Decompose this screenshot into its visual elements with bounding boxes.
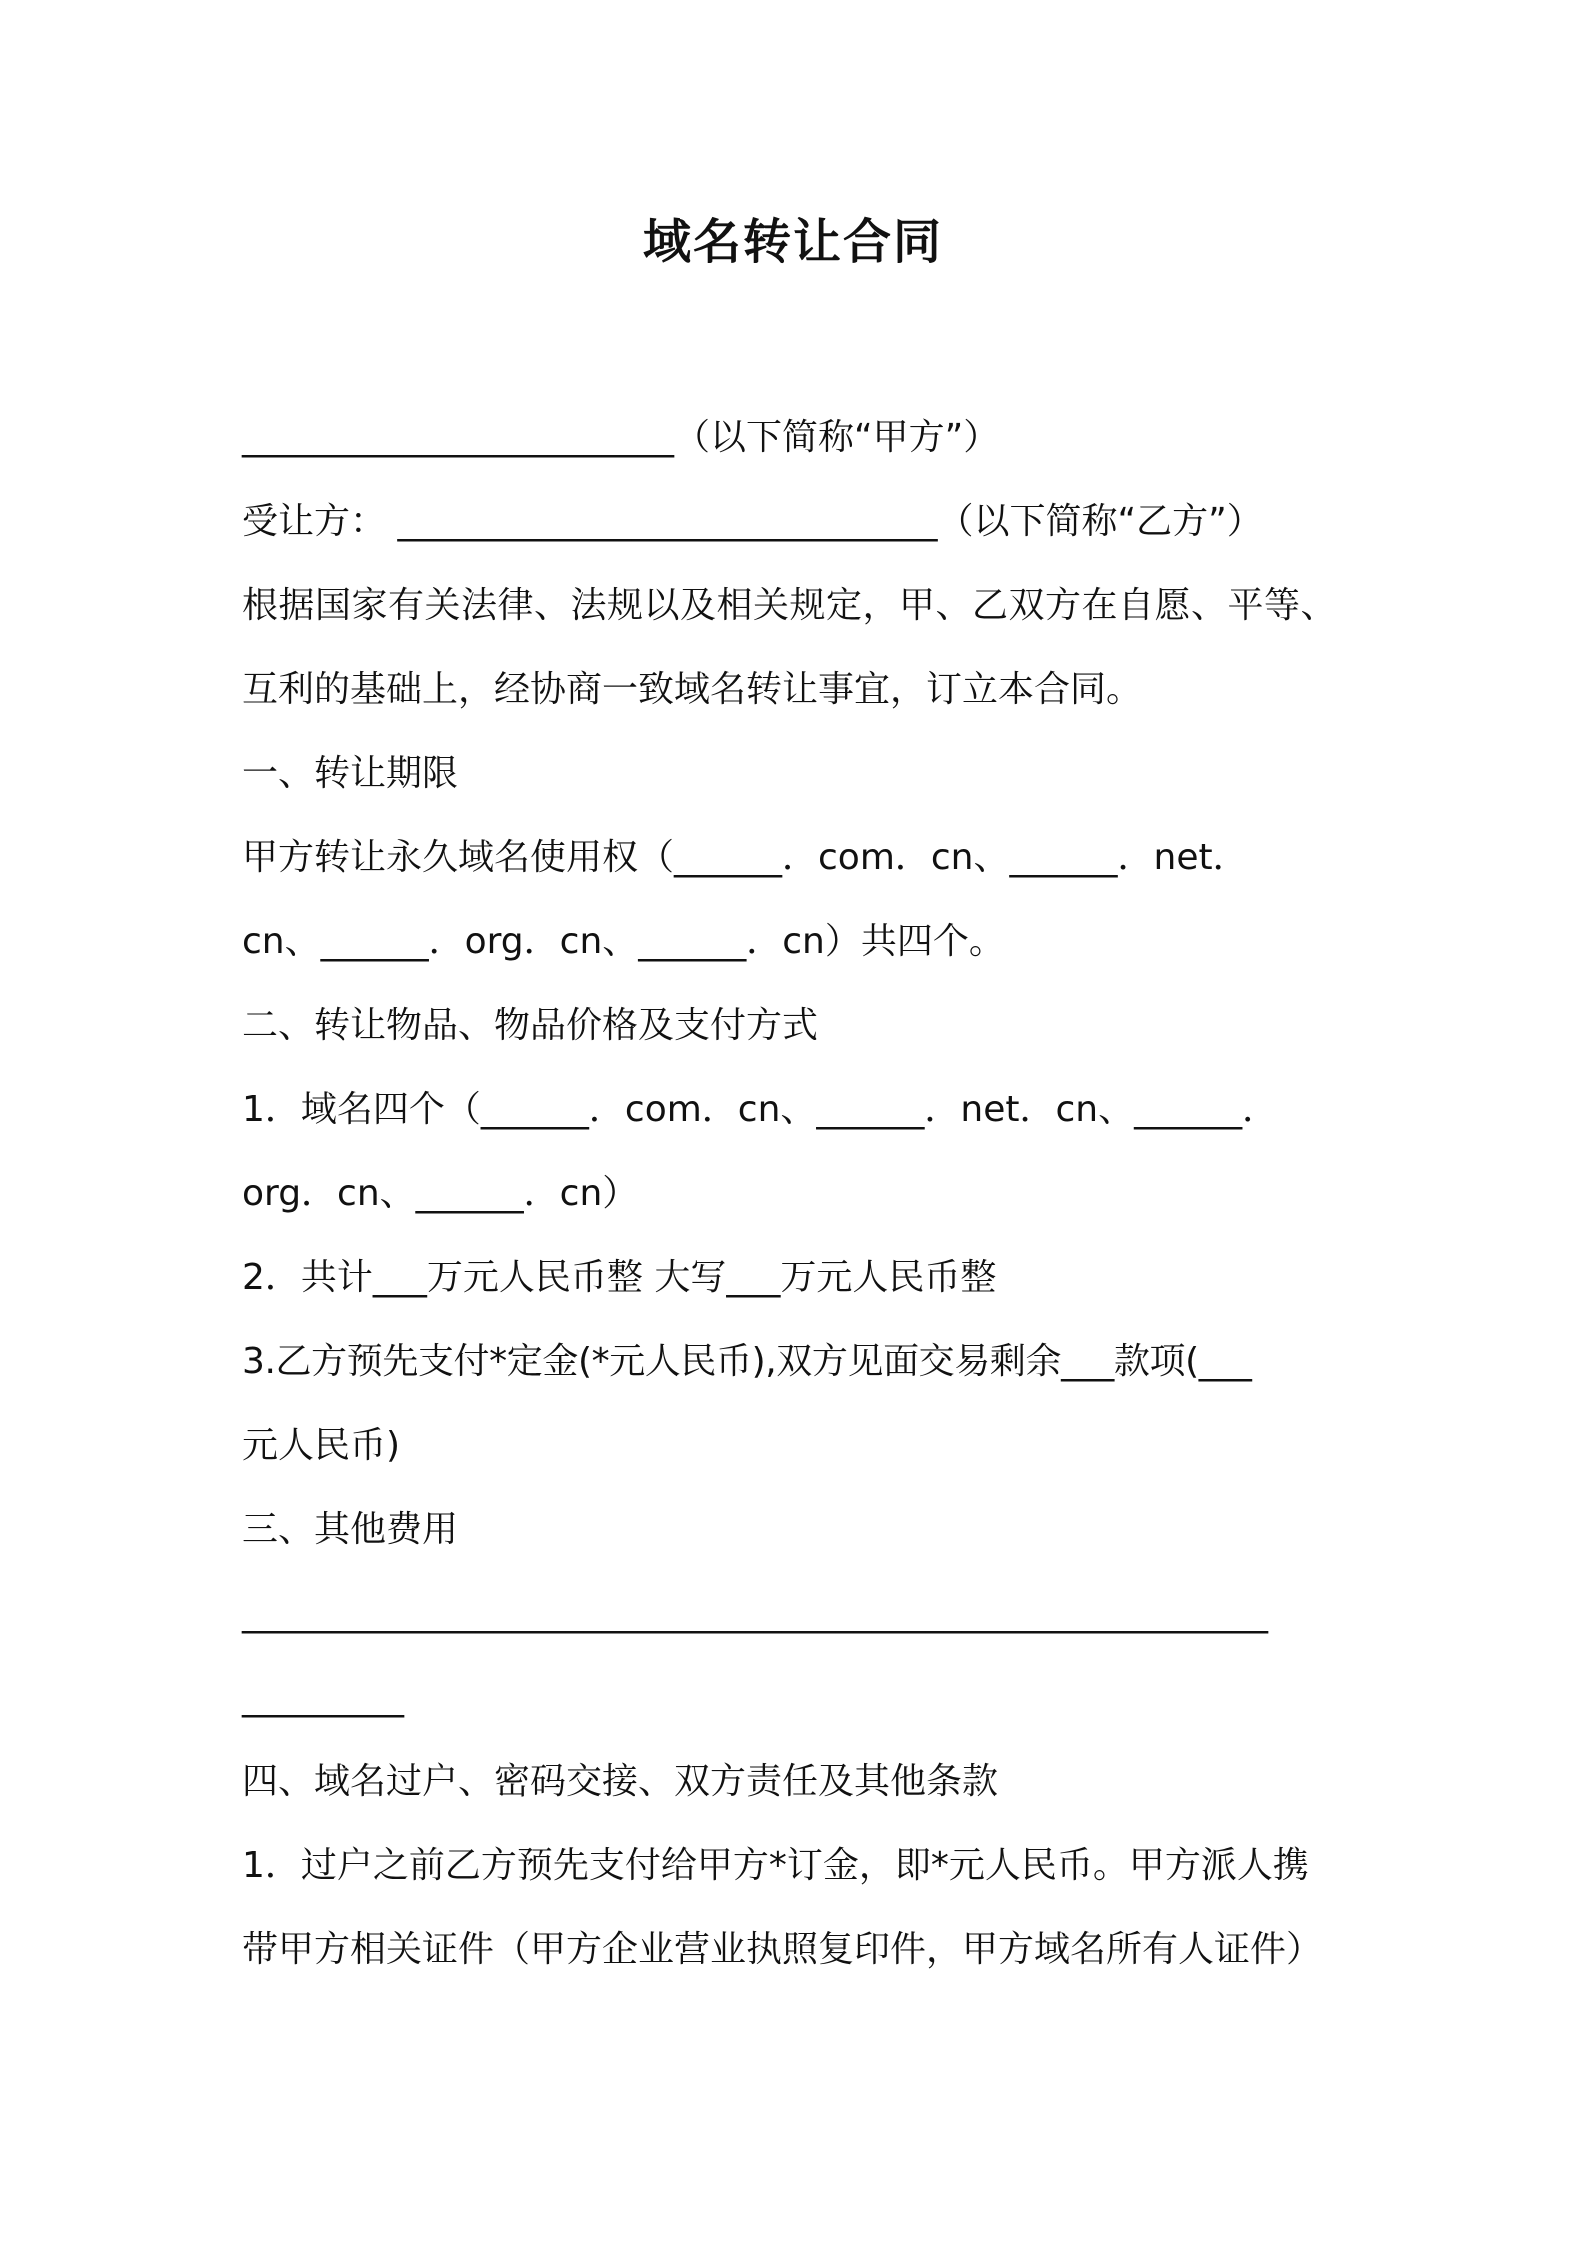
section-1-heading: 一、转让期限 xyxy=(242,753,459,794)
section-2-item-2: 2．共计___万元人民币整 大写___万元人民币整 xyxy=(242,1257,997,1298)
party-b-line: 受让方： ______________________________（以下简称“乙方”） xyxy=(242,501,1263,542)
preamble-line-1: 根据国家有关法律、法规以及相关规定，甲、乙双方在自愿、平等、 xyxy=(242,585,1338,626)
section-1-text-2: cn、______．org．cn、______．cn）共四个。 xyxy=(242,921,1005,962)
section-3-blank-1: _________________________________________________________ xyxy=(242,1593,1268,1634)
preamble-line-2: 互利的基础上，经协商一致域名转让事宜，订立本合同。 xyxy=(242,669,1143,710)
party-a-line: ________________________（以下简称“甲方”） xyxy=(242,417,1000,458)
document-title: 域名转让合同 xyxy=(642,214,943,270)
section-2-item-1a: 1．域名四个（______．com．cn、______．net．cn、______． xyxy=(242,1089,1279,1130)
section-2-item-3b: 元人民币) xyxy=(242,1425,401,1466)
section-2-heading: 二、转让物品、物品价格及支付方式 xyxy=(242,1005,819,1046)
section-3-blank-2: _________ xyxy=(242,1677,404,1718)
section-4-item-1a: 1．过户之前乙方预先支付给甲方*订金，即*元人民币。甲方派人携 xyxy=(242,1845,1309,1886)
section-4-heading: 四、域名过户、密码交接、双方责任及其他条款 xyxy=(242,1761,999,1802)
section-2-item-3a: 3.乙方预先支付*定金(*元人民币),双方见面交易剩余___款项(___ xyxy=(242,1341,1252,1382)
section-4-item-1b: 带甲方相关证件（甲方企业营业执照复印件，甲方域名所有人证件） xyxy=(242,1929,1323,1970)
section-2-item-1b: org．cn、______．cn） xyxy=(242,1173,639,1214)
section-3-heading: 三、其他费用 xyxy=(242,1509,459,1550)
section-1-text-1: 甲方转让永久域名使用权（______．com．cn、______．net． xyxy=(242,837,1249,878)
